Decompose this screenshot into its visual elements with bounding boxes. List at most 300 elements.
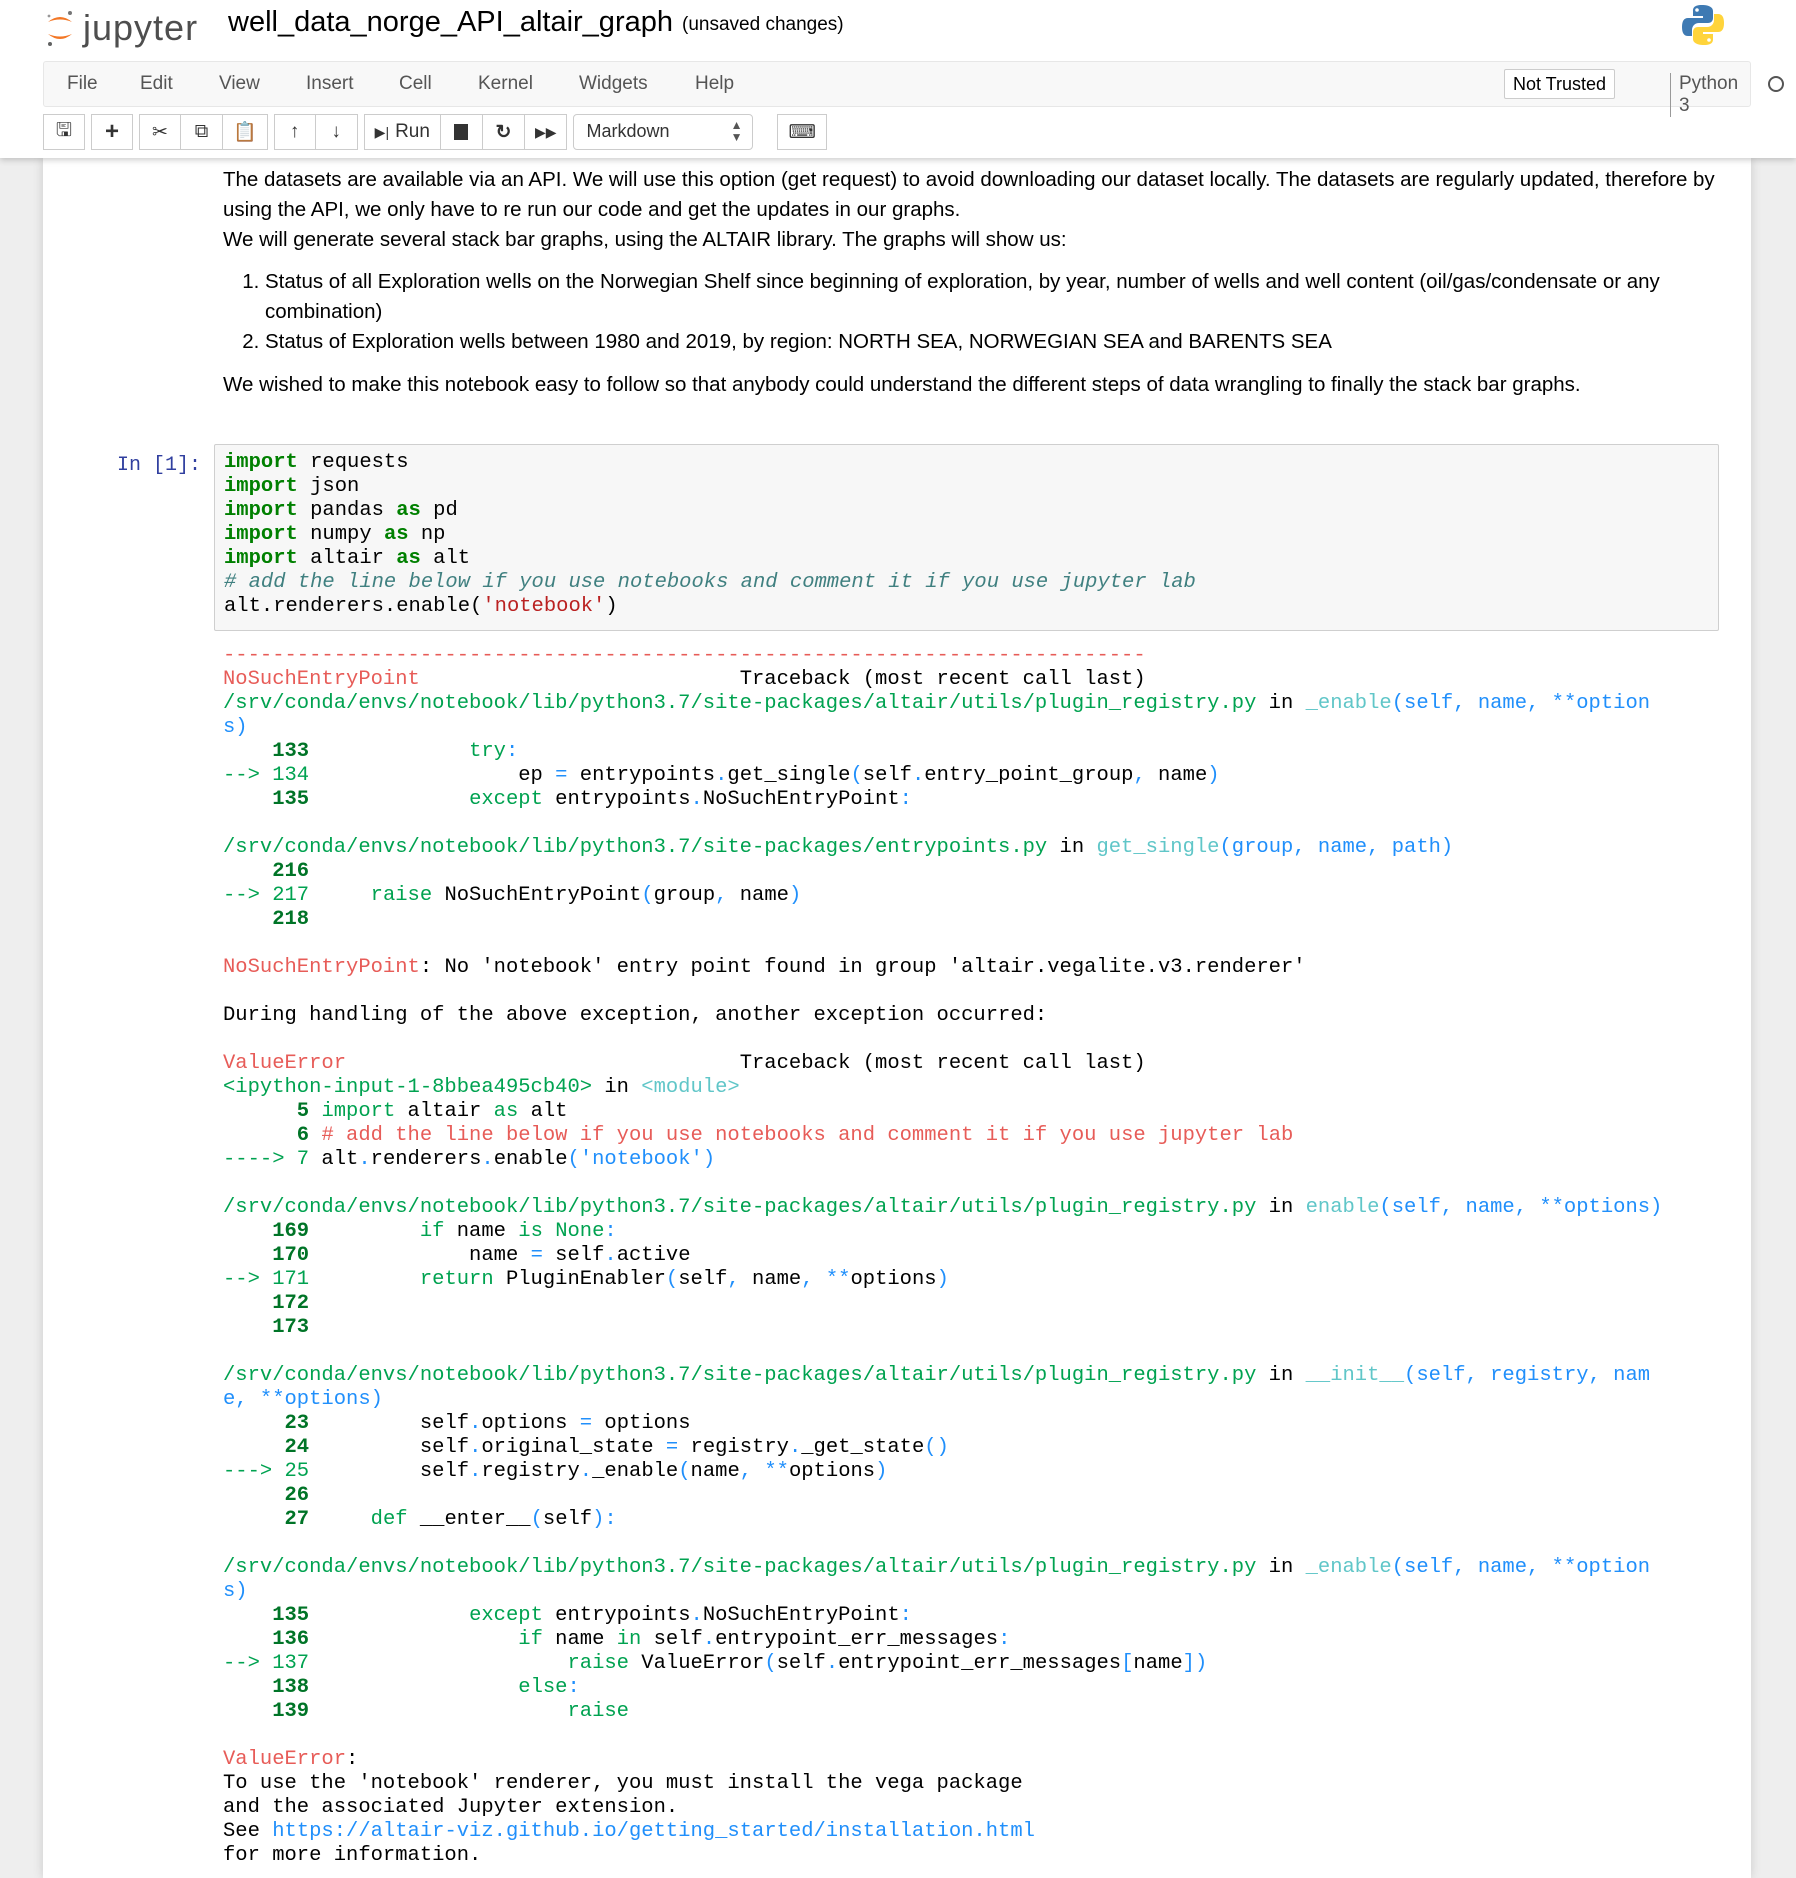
output-line-token: entry_point_group — [924, 764, 1134, 787]
output-line-token: ---> 25 — [223, 1460, 310, 1483]
output-line — [223, 1028, 1662, 1052]
output-line-token: --> 134 — [223, 764, 310, 787]
menubar — [43, 61, 1751, 116]
markdown-paragraph: We wished to make this notebook easy to follow so that anybody could understand the different steps of data wrangling to finally the stack bar graphs. — [223, 373, 1581, 396]
output-line-token: To use the 'notebook' renderer, you must install the vega package — [223, 1772, 1023, 1795]
output-line — [223, 1172, 1662, 1196]
run-button[interactable] — [364, 114, 441, 150]
list-item: 1. Status of all Exploration wells on the Norwegian Shelf since beginning of exploration, by year, number of wells and well content (oil/gas/condensate or any combination) — [265, 267, 1743, 327]
output-line-token: = — [555, 764, 568, 787]
code-line-token: # add the line below if you use notebooks and comment it if you use jupyter lab — [224, 571, 1196, 594]
output-line-token: ValueError — [223, 1748, 347, 1771]
menu-edit[interactable]: Edit — [140, 73, 173, 94]
output-line-token: self — [309, 1412, 470, 1435]
output-line-token: if — [518, 1628, 543, 1651]
output-line-token: 138 — [223, 1676, 310, 1699]
output-line-token: entrypoint_err_messages — [715, 1628, 999, 1651]
output-line — [223, 1700, 1662, 1724]
menu-view[interactable]: View — [219, 73, 260, 94]
output-line — [223, 1412, 1662, 1436]
output-line-token: /srv/conda/envs/notebook/lib/python3.7/site-packages/entrypoints.py — [223, 836, 1048, 859]
run-label: Run — [395, 121, 430, 142]
output-line-token: and the associated Jupyter extension. — [223, 1796, 679, 1819]
output-line-token: 133 — [223, 740, 310, 763]
output-line — [223, 980, 1662, 1004]
output-line-token: 218 — [223, 908, 310, 931]
output-line — [223, 1364, 1662, 1388]
output-line-token: ep — [309, 764, 556, 787]
stop-icon — [454, 124, 468, 140]
refresh-icon: ↻ — [495, 121, 512, 143]
output-line-token: s) — [223, 1580, 248, 1603]
output-line-token: , — [1133, 764, 1159, 787]
output-line-token: 136 — [223, 1628, 310, 1651]
output-line-token: 26 — [223, 1484, 310, 1507]
output-line-token: . — [911, 764, 925, 787]
code-line-token: 'notebook' — [482, 595, 606, 618]
output-line — [223, 812, 1662, 836]
output-line-token: name — [1133, 1652, 1183, 1675]
output-line-token: . — [358, 1148, 371, 1171]
output-line-token: (self, name, **option — [1391, 1556, 1651, 1579]
output-line — [223, 1268, 1662, 1292]
output-line-token: self — [309, 1460, 470, 1483]
input-prompt: In [1]: — [117, 454, 202, 477]
output-line-token: ( — [641, 884, 654, 907]
code-line — [224, 571, 1718, 595]
output-line-token: entrypoints — [567, 764, 716, 787]
output-line-token: . — [604, 1244, 617, 1267]
output-line-token: : — [346, 1748, 359, 1771]
output-line-token: registry — [678, 1436, 789, 1459]
code-line-token: pandas — [297, 499, 397, 522]
output-line-token — [309, 1508, 371, 1531]
output-line-token: import — [321, 1100, 396, 1123]
code-line-token: as — [383, 523, 409, 546]
output-line-token: --> 171 — [223, 1268, 310, 1291]
output-line-token: . — [469, 1436, 482, 1459]
output-line-token: self — [862, 764, 912, 787]
output-line-token: <module> — [641, 1076, 740, 1099]
output-line-token: enable — [1305, 1196, 1380, 1219]
plus-icon: + — [104, 118, 119, 145]
code-line — [224, 523, 1718, 547]
step-forward-icon: ▶| — [374, 123, 390, 140]
output-line-token: --> 217 — [223, 884, 310, 907]
output-line — [223, 932, 1662, 956]
output-line-token: /srv/conda/envs/notebook/lib/python3.7/site-packages/altair/utils/plugin_registry.py — [223, 1556, 1257, 1579]
floppy-disk-icon: 🖫 — [55, 120, 73, 141]
output-line — [223, 1388, 1662, 1412]
output-line-token: _get_state — [801, 1436, 925, 1459]
code-line-token: import — [224, 523, 298, 546]
markdown-paragraph: We will generate several stack bar graphs, using the ALTAIR library. The graphs will show us: — [223, 228, 1067, 251]
output-line — [223, 1100, 1662, 1124]
jupyter-wordmark: jupyter — [83, 7, 199, 48]
output-line-token: 24 — [223, 1436, 310, 1459]
copy-button[interactable] — [181, 114, 223, 150]
output-line — [223, 1220, 1662, 1244]
output-line — [223, 1316, 1662, 1340]
output-line-token: /srv/conda/envs/notebook/lib/python3.7/site-packages/altair/utils/plugin_registry.py — [223, 692, 1257, 715]
output-line-token: s) — [223, 716, 248, 739]
output-line-token: ) — [936, 1268, 949, 1291]
output-line-token: ( — [850, 764, 863, 787]
output-line-token — [309, 1604, 469, 1627]
output-line — [223, 1772, 1662, 1796]
output-line — [223, 1580, 1662, 1604]
code-line — [224, 547, 1718, 571]
output-line-token: ): — [592, 1508, 617, 1531]
not-trusted-button[interactable]: Not Trusted — [1504, 69, 1615, 99]
output-line-token: self — [309, 1436, 470, 1459]
code-line-token: as — [396, 547, 421, 570]
output-line-token: ValueError — [628, 1652, 765, 1675]
code-line — [224, 595, 1718, 619]
menu-cell[interactable]: Cell — [399, 73, 432, 94]
output-line-token: options — [481, 1412, 580, 1435]
output-line-token: /srv/conda/envs/notebook/lib/python3.7/site-packages/altair/utils/plugin_registry.py — [223, 1196, 1257, 1219]
output-line-token — [309, 1268, 420, 1291]
output-line-token: . — [469, 1412, 482, 1435]
output-line-token: NoSuchEntryPoint — [702, 788, 900, 811]
output-line-token: ) — [788, 884, 802, 907]
output-line — [223, 1460, 1662, 1484]
output-line — [223, 1652, 1662, 1676]
python-logo-icon — [1680, 2, 1726, 48]
menu-help[interactable]: Help — [695, 73, 735, 94]
output-line-token: name — [444, 1220, 519, 1243]
output-line-token: 27 — [223, 1508, 310, 1531]
output-line-token: None — [555, 1220, 605, 1243]
output-line-token: : — [567, 1676, 580, 1699]
output-line-token: (group, name, path) — [1219, 836, 1454, 859]
output-line-token: in — [1256, 1196, 1306, 1219]
list-item: 2. Status of Exploration wells between 1980 and 2019, by region: NORTH SEA, NORWEGIAN SEA and BARENTS SEA — [265, 327, 1743, 357]
output-line-token: 5 — [223, 1100, 310, 1123]
code-line — [224, 475, 1718, 499]
menu-insert[interactable]: Insert — [306, 73, 354, 94]
select-arrows-icon: ▲ ▼ — [730, 118, 743, 144]
output-line — [223, 1052, 1662, 1076]
output-line-token: ) — [875, 1460, 888, 1483]
output-line-token: See — [223, 1820, 273, 1843]
output-line-token: entrypoint_err_messages — [838, 1652, 1122, 1675]
output-line-token: else — [518, 1676, 568, 1699]
kernel-idle-indicator-icon — [1768, 76, 1784, 92]
output-line-token: 'notebook' — [579, 1148, 703, 1171]
output-line-token: _enable — [592, 1460, 679, 1483]
output-line-token: 170 — [223, 1244, 310, 1267]
output-line-token: ( — [530, 1508, 543, 1531]
output-line-token: . — [690, 788, 703, 811]
output-line-token: ( — [764, 1652, 777, 1675]
output-line-token: /srv/conda/envs/notebook/lib/python3.7/site-packages/altair/utils/plugin_registry.py — [223, 1364, 1257, 1387]
output-line-token: self — [678, 1268, 728, 1291]
output-line-token: except — [469, 1604, 543, 1627]
output-line-token: get_single — [727, 764, 851, 787]
output-line-token: in — [1047, 836, 1097, 859]
restart-button[interactable] — [483, 114, 525, 150]
output-line-token: --> 137 — [223, 1652, 310, 1675]
notebook-container — [43, 158, 1751, 1878]
output-line-token: : — [505, 740, 519, 763]
output-line-token: PluginEnabler — [493, 1268, 666, 1291]
paste-icon: 📋 — [233, 122, 257, 143]
interrupt-button[interactable] — [441, 114, 483, 150]
output-line-token: 216 — [223, 860, 310, 883]
output-line-token: : — [899, 1604, 912, 1627]
notebook-header — [0, 0, 1796, 158]
output-line-token — [309, 1676, 518, 1699]
notebook-title[interactable]: well_data_norge_API_altair_graph — [228, 6, 673, 38]
output-line — [223, 1724, 1662, 1748]
move-up-button[interactable] — [274, 114, 316, 150]
output-line-token: ) — [702, 1148, 716, 1171]
output-line-token: 23 — [223, 1412, 310, 1435]
cell-type-select[interactable] — [573, 114, 753, 150]
output-line-token: , — [727, 1268, 753, 1291]
arrow-down-icon: ↓ — [331, 121, 341, 142]
output-line-token: in — [1256, 692, 1306, 715]
output-line-token: # add the line below if you use notebooks and comment it if you use jupyter lab — [321, 1124, 1294, 1147]
output-line-token: 135 — [223, 1604, 310, 1627]
output-line — [223, 1748, 1662, 1772]
output-line-token: is — [518, 1220, 543, 1243]
output-line-token: options — [788, 1460, 876, 1483]
output-line — [223, 908, 1662, 932]
keyboard-icon: ⌨ — [788, 121, 816, 143]
output-line-token: return — [419, 1268, 494, 1291]
output-line — [223, 1796, 1662, 1820]
cut-button[interactable] — [139, 114, 181, 150]
code-line-token: json — [297, 475, 360, 498]
output-line-token: (self, name, **options) — [1379, 1196, 1663, 1219]
output-line — [223, 884, 1662, 908]
output-line-token — [309, 1652, 567, 1675]
output-line-token: name — [690, 1460, 740, 1483]
markdown-paragraph: The datasets are available via an API. We will use this option (get request) to avoid downloading our dataset locally. The datasets are regularly updated, therefore by using the API, we only have to re run our code and get the updates in our graphs. — [223, 168, 1715, 221]
output-line-token: . — [715, 764, 728, 787]
code-line-token: ) — [605, 595, 618, 618]
code-line-token: numpy — [297, 523, 384, 546]
output-line-token: get_single — [1096, 836, 1220, 859]
command-palette-button[interactable] — [777, 114, 826, 150]
code-line-token: requests — [297, 451, 409, 474]
output-line — [223, 1340, 1662, 1364]
code-lines — [224, 451, 1718, 619]
output-line-token: --------------------------------------------------------------------------- — [223, 644, 1146, 667]
output-line-token: (self, registry, nam — [1404, 1364, 1651, 1387]
output-line-token: 173 — [223, 1316, 310, 1339]
output-line-token: alt — [518, 1100, 568, 1123]
code-line-token: as — [396, 499, 421, 522]
output-line-token: . — [469, 1460, 482, 1483]
output-line-token: ValueError — [223, 1052, 347, 1075]
output-line — [223, 1292, 1662, 1316]
output-line-token: group — [653, 884, 716, 907]
output-line-token: = — [530, 1244, 543, 1267]
code-line-token: alt.renderers.enable( — [224, 595, 483, 618]
output-line-token: self — [542, 1244, 605, 1267]
jupyter-logo[interactable] — [45, 4, 198, 52]
code-line-token: import — [224, 499, 298, 522]
menu-file[interactable]: File — [67, 73, 98, 94]
output-line-token: = — [579, 1412, 593, 1435]
output-line-token: Traceback (most recent call last) — [419, 668, 1146, 691]
output-line-token: , — [715, 884, 740, 907]
output-line — [223, 788, 1662, 812]
menu-kernel[interactable]: Kernel — [478, 73, 533, 94]
code-line-token: import — [224, 451, 298, 474]
output-line-token: = — [665, 1436, 679, 1459]
output-line-token: enable — [493, 1148, 568, 1171]
output-line — [223, 1820, 1662, 1844]
output-line-token — [543, 1220, 555, 1243]
output-line-token: Traceback (most recent call last) — [346, 1052, 1146, 1075]
output-line-token: : No 'notebook' entry point found in group 'altair.vegalite.v3.renderer' — [419, 956, 1306, 979]
output-line-token: for more information. — [223, 1844, 482, 1867]
scissors-icon: ✂ — [152, 121, 168, 143]
output-line-token: ( — [665, 1268, 679, 1291]
output-line-token: NoSuchEntryPoint — [432, 884, 642, 907]
output-line-token: __enter__ — [407, 1508, 531, 1531]
output-line-token: active — [616, 1244, 691, 1267]
code-cell-editor[interactable] — [214, 444, 1719, 631]
output-line-token: raise — [567, 1652, 629, 1675]
output-line — [223, 1532, 1662, 1556]
output-line-token: 139 — [223, 1700, 310, 1723]
output-line-token: . — [825, 1652, 839, 1675]
output-line-token: , ** — [739, 1460, 789, 1483]
output-line — [223, 860, 1662, 884]
output-line-token: 135 — [223, 788, 310, 811]
output-line-token: <ipython-input-1-8bbea495cb40> — [223, 1076, 593, 1099]
output-line — [223, 764, 1662, 788]
restart-run-all-button[interactable] — [525, 114, 568, 150]
output-line-token: : — [899, 788, 912, 811]
output-line — [223, 644, 1662, 668]
kernel-name[interactable]: Python 3 — [1670, 73, 1750, 117]
output-line-token: e, **options) — [223, 1388, 383, 1411]
output-line-token: __init__ — [1305, 1364, 1405, 1387]
copy-icon: ⧉ — [194, 121, 209, 142]
output-line-token: . — [579, 1460, 593, 1483]
save-button[interactable] — [43, 114, 85, 150]
output-line-token: _enable — [1305, 692, 1392, 715]
output-line-token: : — [998, 1628, 1011, 1651]
output-line-token: self — [542, 1508, 593, 1531]
insert-cell-button[interactable] — [91, 114, 133, 150]
code-line-token: altair — [297, 547, 397, 570]
output-line-token: try — [469, 740, 506, 763]
output-line-token: , ** — [801, 1268, 851, 1291]
output-line — [223, 1076, 1662, 1100]
output-line-token: NoSuchEntryPoint — [223, 956, 420, 979]
output-line-token: renderers — [370, 1148, 482, 1171]
output-line-token — [309, 1628, 518, 1651]
output-line-token: raise — [567, 1700, 629, 1723]
move-down-button[interactable] — [316, 114, 358, 150]
code-line — [224, 451, 1718, 475]
output-line-token: 172 — [223, 1292, 310, 1315]
output-line-token: . — [481, 1148, 494, 1171]
output-line-token: name — [542, 1628, 617, 1651]
paste-button[interactable] — [223, 114, 268, 150]
menu-widgets[interactable]: Widgets — [579, 73, 648, 94]
output-line-token: except — [469, 788, 543, 811]
output-line — [223, 1244, 1662, 1268]
error-output — [223, 644, 1662, 1868]
code-line-token: np — [408, 523, 446, 546]
output-line-token — [309, 1124, 321, 1147]
output-line — [223, 692, 1662, 716]
output-line-token: During handling of the above exception, another exception occurred: — [223, 1004, 1048, 1027]
output-line-token — [309, 788, 469, 811]
output-line-token: NoSuchEntryPoint — [223, 668, 420, 691]
output-line-token: in — [1256, 1556, 1306, 1579]
output-line-token: ( — [678, 1460, 691, 1483]
markdown-list — [265, 267, 1743, 357]
output-line-token: (self, name, **option — [1391, 692, 1651, 715]
output-line-token: entrypoints — [542, 788, 691, 811]
output-line — [223, 1484, 1662, 1508]
output-line — [223, 668, 1662, 692]
output-line-token: if — [419, 1220, 445, 1243]
output-line-token: [ — [1121, 1652, 1134, 1675]
output-line-token: def — [370, 1508, 408, 1531]
output-line-token: ]) — [1182, 1652, 1208, 1675]
output-line-token — [309, 1700, 567, 1723]
output-line-token: ( — [567, 1148, 580, 1171]
markdown-cell[interactable] — [223, 165, 1743, 400]
output-line-token: in — [616, 1628, 642, 1651]
output-line-token: : — [604, 1220, 617, 1243]
code-line-token: pd — [420, 499, 458, 522]
cell-type-value: Markdown — [586, 121, 670, 141]
output-line — [223, 740, 1662, 764]
fast-forward-icon: ▶▶ — [534, 123, 557, 140]
output-line — [223, 1124, 1662, 1148]
output-line-token: NoSuchEntryPoint — [702, 1604, 900, 1627]
output-line — [223, 1556, 1662, 1580]
code-line — [224, 499, 1718, 523]
toolbar — [43, 114, 827, 152]
output-line-token — [309, 740, 469, 763]
output-line-token: ) — [1207, 764, 1220, 787]
output-line-token — [309, 1100, 321, 1123]
output-line-token: entrypoints — [542, 1604, 691, 1627]
output-line-token: self — [641, 1628, 703, 1651]
output-line-token: ----> 7 — [223, 1148, 310, 1171]
output-line — [223, 1196, 1662, 1220]
output-line — [223, 836, 1662, 860]
output-line-token: as — [493, 1100, 519, 1123]
output-line-token: original_state — [481, 1436, 666, 1459]
output-line — [223, 1508, 1662, 1532]
output-line-token: 6 — [223, 1124, 310, 1147]
output-line-token: 169 — [223, 1220, 310, 1243]
output-line — [223, 1004, 1662, 1028]
output-line-token: altair — [395, 1100, 494, 1123]
output-line-token: . — [690, 1604, 703, 1627]
output-line-token: in — [1256, 1364, 1306, 1387]
output-line-token: raise — [370, 884, 433, 907]
output-line-token: . — [702, 1628, 716, 1651]
output-line-token: registry — [481, 1460, 580, 1483]
output-line — [223, 1676, 1662, 1700]
output-line-token: () — [924, 1436, 949, 1459]
